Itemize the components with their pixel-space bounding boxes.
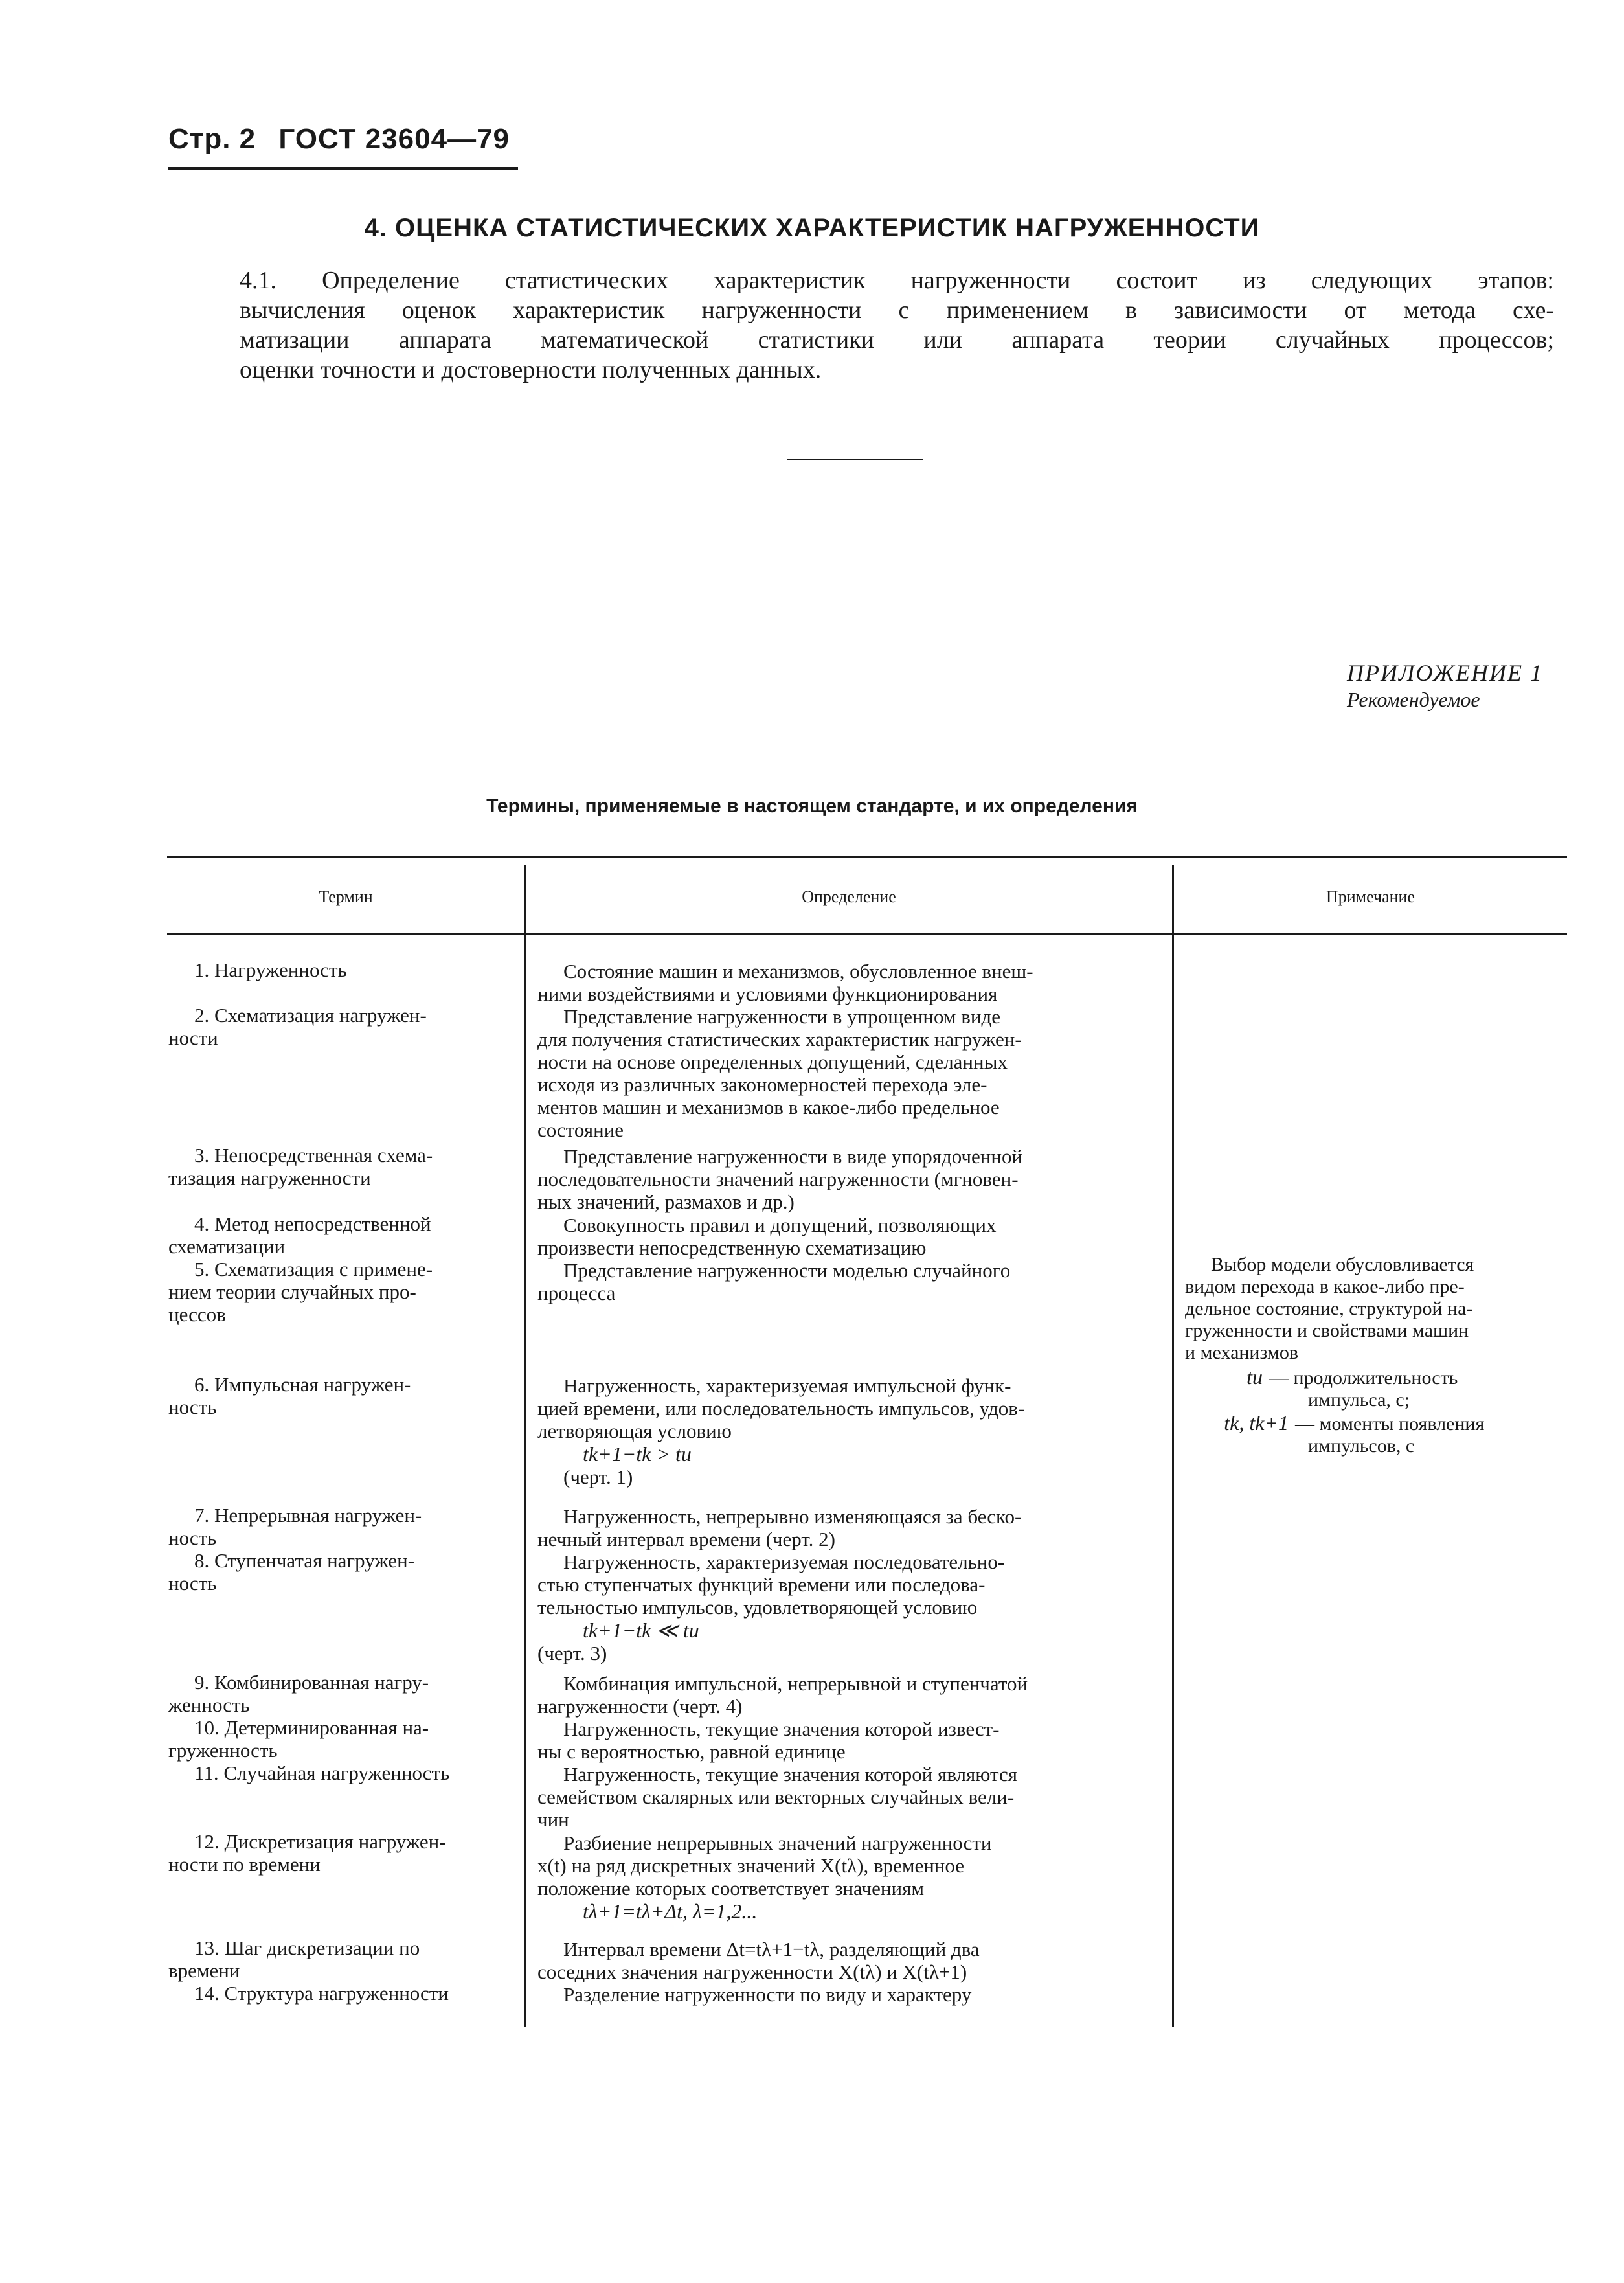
definition-7: Нагруженность, непрерывно изменяющаяся за беско- нечный интервал времени (черт. 2)	[537, 1505, 1022, 1550]
table-top-rule	[167, 856, 1567, 858]
definition-8: Нагруженность, характеризуемая последовательно- стью ступенчатых функций времени или последова- тельностью импульсов, удовлетворяющей условию tk+1−tk ≪ tu (черт. 3)	[537, 1550, 1166, 1664]
formula-stepped: tk+1−tk ≪ tu	[583, 1619, 699, 1642]
appendix-subtitle: Рекомендуемое	[1347, 688, 1480, 711]
definition-3: Представление нагруженности в виде упорядоченной последовательности значений нагруженности (мгновен- ных значений, размахов и др.)	[537, 1145, 1023, 1213]
legend-item: tk, tk+1 — моменты появления	[1224, 1411, 1485, 1435]
term-5: 5. Схематизация с примене- нием теории случайных про- цессов	[168, 1258, 433, 1326]
column-header-note: Примечание	[1325, 887, 1415, 906]
column-header-definition: Определение	[802, 887, 896, 906]
term-4: 4. Метод непосредственной схематизации	[168, 1212, 431, 1258]
term-1: 1. Нагруженность	[194, 959, 347, 981]
term-3: 3. Непосредственная схема- тизация нагруженности	[168, 1144, 433, 1189]
definition-1: Состояние машин и механизмов, обусловленное внеш- ними воздействиями и условиями функционирования	[537, 960, 1033, 1005]
term-11: 11. Случайная нагруженность	[194, 1762, 450, 1784]
column-divider-1	[524, 865, 526, 2027]
definition-9: Комбинация импульсной, непрерывной и ступенчатой нагруженности (черт. 4)	[537, 1672, 1028, 1718]
table-title: Термины, применяемые в настоящем стандарте, и их определения	[486, 795, 1138, 817]
header-underline	[168, 167, 518, 170]
section-heading: 4. ОЦЕНКА СТАТИСТИЧЕСКИХ ХАРАКТЕРИСТИК НАГРУЖЕННОСТИ	[364, 214, 1260, 242]
paragraph-line: 4.1. Определение статистических характеристик нагруженности состоит из следующих этапов:	[240, 267, 1554, 294]
paragraph-line: матизации аппарата математической статистики или аппарата теории случайных процессов;	[240, 326, 1554, 354]
section-paragraph	[240, 266, 1554, 385]
column-divider-2	[1172, 865, 1174, 2027]
definition-11: Нагруженность, текущие значения которой являются семейством скалярных или векторных случайных вели- чин	[537, 1763, 1017, 1831]
page-number: Стр. 2	[168, 123, 256, 155]
paragraph-line: оценки точности и достоверности полученных данных.	[240, 356, 822, 383]
definition-6: Нагруженность, характеризуемая импульсной функ- цией времени, или последовательность импульсов, удов- летворяющая условию tk+1−tk > tu (черт. 1)	[537, 1374, 1166, 1488]
term-10: 10. Детерминированная на- груженность	[168, 1716, 429, 1762]
term-12: 12. Дискретизация нагружен- ности по времени	[168, 1830, 446, 1876]
term-13: 13. Шаг дискретизации по времени	[168, 1937, 420, 1982]
table-header-rule	[167, 933, 1567, 935]
standard-number: ГОСТ 23604—79	[278, 123, 510, 155]
formula-impulse: tk+1−tk > tu	[583, 1442, 692, 1466]
column-header-term: Термин	[319, 887, 373, 906]
page-header	[168, 123, 524, 155]
term-7: 7. Непрерывная нагружен- ность	[168, 1504, 422, 1549]
term-14: 14. Структура нагруженности	[194, 1982, 449, 2005]
definition-10: Нагруженность, текущие значения которой извест- ны с вероятностью, равной единице	[537, 1718, 1000, 1763]
paragraph-line: вычисления оценок характеристик нагруженности с применением в зависимости от метода схе-	[240, 297, 1554, 324]
definition-4: Совокупность правил и допущений, позволяющих произвести непосредственную схематизацию	[537, 1214, 997, 1259]
definition-13: Интервал времени Δt=tλ+1−tλ, разделяющий два соседних значения нагруженности X(tλ) и X(tλ+1)	[537, 1938, 980, 1983]
term-9: 9. Комбинированная нагру- женность	[168, 1671, 429, 1716]
term-2: 2. Схематизация нагружен- ности	[168, 1004, 427, 1049]
section-separator	[787, 459, 923, 460]
definition-14: Разделение нагруженности по виду и характеру	[563, 1983, 972, 2006]
legend-item: tu — продолжительность	[1246, 1365, 1458, 1389]
term-8: 8. Ступенчатая нагружен- ность	[168, 1549, 415, 1595]
term-6: 6. Импульсная нагружен- ность	[168, 1373, 411, 1418]
note-legend: tu — продолжительность импульса, с; tk, tk+1 — моменты появления импульсов, с	[1185, 1365, 1561, 1457]
formula-discretization: tλ+1=tλ+Δt, λ=1,2...	[583, 1900, 758, 1923]
definition-12: Разбиение непрерывных значений нагруженности x(t) на ряд дискретных значений X(tλ), временное положение которых соответствует значениям tλ+1=tλ+Δt, λ=1,2...	[537, 1832, 1166, 1923]
appendix-title: ПРИЛОЖЕНИЕ 1	[1347, 660, 1543, 686]
definition-5: Представление нагруженности моделью случайного процесса	[537, 1259, 1011, 1304]
note-model-choice: Выбор модели обусловливается видом перехода в какое-либо пре- дельное состояние, структурой на- груженности и свойствами машин и механизмов	[1185, 1254, 1474, 1363]
definition-2: Представление нагруженности в упрощенном виде для получения статистических характеристик нагружен- ности на основе определенных допущений, сделанных исходя из различных закономерностей перехода эле- ментов машин и механизмов в какое-либо предельное состояние	[537, 1005, 1022, 1141]
